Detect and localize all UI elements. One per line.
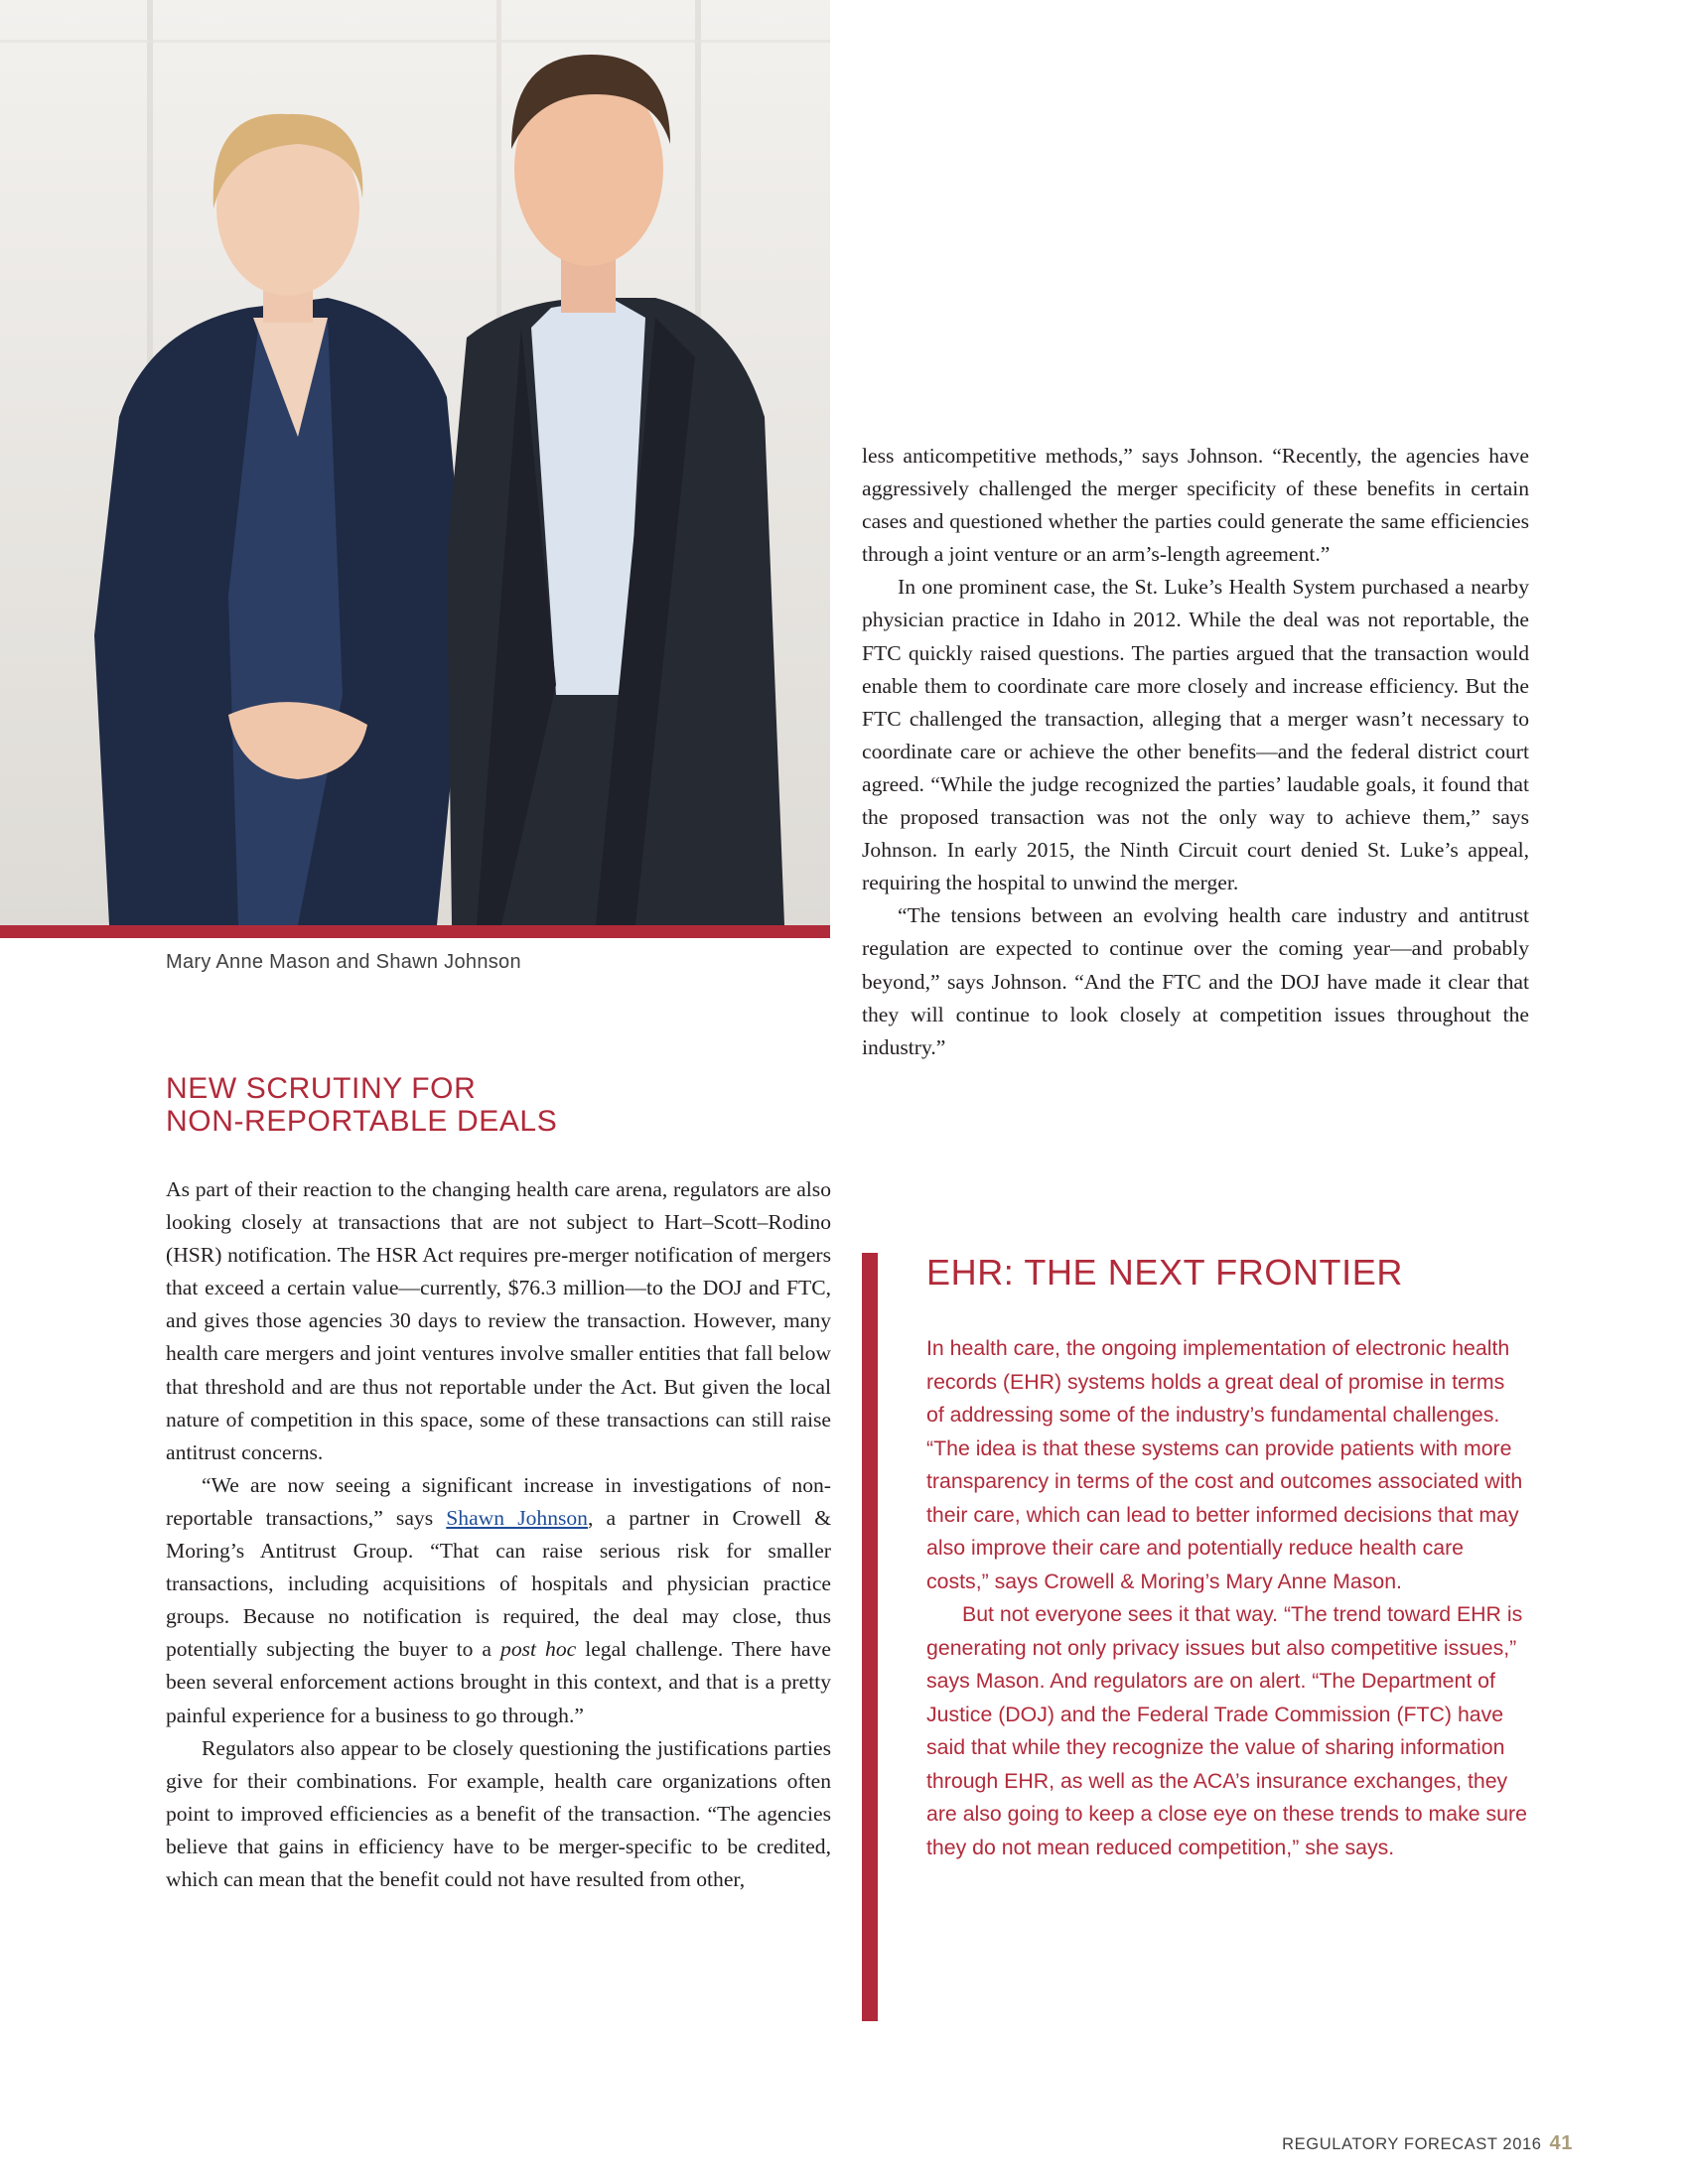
portrait-illustration (0, 0, 830, 925)
portrait-photo (0, 0, 830, 925)
photo-caption: Mary Anne Mason and Shawn Johnson (166, 951, 521, 973)
left-paragraph-2-part-a: “We are now seeing a significant increase in investigations of non-reportable transactions,” says (166, 1472, 831, 1530)
sidebar-body (926, 1332, 1527, 1864)
right-paragraph-2: In one prominent case, the St. Luke’s Health System purchased a nearby physician practice in Idaho in 2012. While the deal was not reportable, the FTC quickly raised questions. The parties argued that the transaction would enable them to coordinate care more closely and increase efficiency. But the FTC challenged the transaction, alleging that a merger wasn’t necessary to coordinate care or achieve the other benefits—and the federal district court agreed. “While the judge recognized the parties’ laudable goals, it found that the proposed transaction was not the only way to achieve them,” says Johnson. In early 2015, the Ninth Circuit court denied St. Luke’s appeal, requiring the hospital to unwind the merger. (862, 575, 1529, 895)
page-number: 41 (1549, 2132, 1573, 2154)
left-paragraph-2 (166, 1469, 831, 1732)
publication-name: REGULATORY FORECAST 2016 (1282, 2135, 1542, 2153)
section-heading-line1: NEW SCRUTINY FOR (166, 1072, 477, 1105)
sidebar-paragraph-2: But not everyone sees it that way. “The trend toward EHR is generating not only privacy issues but also competitive issues,” says Mason. And regulators are on alert. “The Department of Justice (DOJ) and the Federal Trade Commission (FTC) have said that while they recognize the value of sharing information through EHR, as well as the ACA’s insurance exchanges, they are also going to keep a close eye on these trends to make sure they do not mean reduced competition,” she says. (926, 1602, 1527, 1859)
right-paragraph-1: less anticompetitive methods,” says Johnson. “Recently, the agencies have aggressively challenged the merger specificity of these benefits in certain cases and questioned whether the parties could generate the same efficiencies through a joint venture or an arm’s-length agreement.” (862, 444, 1529, 567)
post-hoc-italic: post hoc (500, 1637, 577, 1662)
right-paragraph-3: “The tensions between an evolving health care industry and antitrust regulation are expected to continue over the coming year—and probably beyond,” says Johnson. “And the FTC and the DOJ have made it clear that they will continue to look closely at competition issues throughout the industry.” (862, 903, 1529, 1059)
left-paragraph-1: As part of their reaction to the changing health care arena, regulators are also looking closely at transactions that are not subject to Hart–Scott–Rodino (HSR) notification. The HSR Act requires pre-merger notification of mergers that exceed a certain value—currently, $76.3 million—to the DOJ and FTC, and gives those agencies 30 days to review the transaction. However, many health care mergers and joint ventures involve smaller entities that fall below that threshold and are thus not reportable under the Act. But given the local nature of competition in this space, some of these transactions can still raise antitrust concerns. (166, 1177, 831, 1464)
sidebar-accent-bar (862, 1253, 878, 2021)
section-heading (166, 1072, 557, 1138)
right-column (862, 440, 1529, 1064)
left-paragraph-3: Regulators also appear to be closely questioning the justifications parties give for their combinations. For example, health care organizations often point to improved efficiencies as a benefit of the transaction. “The agencies believe that gains in efficiency have to be merger-specific to be credited, which can mean that the benefit could not have resulted from other, (166, 1735, 831, 1891)
left-column (166, 1173, 831, 1896)
section-heading-line2: NON-REPORTABLE DEALS (166, 1105, 558, 1138)
sidebar-title: EHR: THE NEXT FRONTIER (926, 1252, 1403, 1293)
page-footer (1282, 2132, 1573, 2155)
left-paragraph-2-part-c: legal challenge. There have been several enforcement actions brought in this context, and that is a pretty painful experience for a business to go through.” (166, 1637, 831, 1727)
photo-accent-rule (0, 925, 830, 938)
shawn-johnson-link[interactable]: Shawn Johnson (446, 1505, 588, 1530)
left-paragraph-2-part-b: , a partner in Crowell & Moring’s Antitrust Group. “That can raise serious risk for smaller transactions, including acquisitions of hospitals and physician practice groups. Because no notification is required, the deal may close, thus potentially subjecting the buyer to a (166, 1505, 831, 1662)
sidebar-paragraph-1: In health care, the ongoing implementation of electronic health records (EHR) systems holds a great deal of promise in terms of addressing some of the industry’s fundamental challenges. “The idea is that these systems can provide patients with more transparency in terms of the cost and outcomes associated with their care, which can lead to better informed decisions that may also improve their care and potentially reduce health care costs,” says Crowell & Moring’s Mary Anne Mason. (926, 1336, 1523, 1593)
